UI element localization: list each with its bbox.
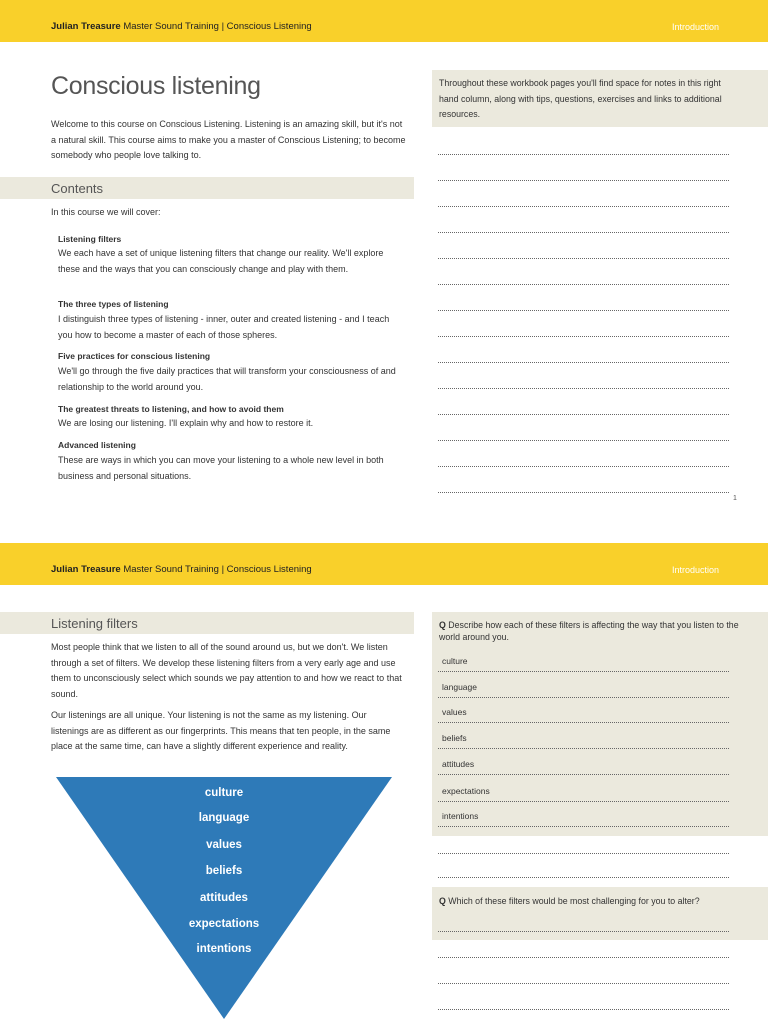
filter-label: language: [442, 682, 477, 692]
question-2: [439, 896, 759, 908]
header-brand: Julian Treasure: [51, 21, 121, 32]
note-line[interactable]: [438, 362, 729, 363]
filter-word: values: [206, 839, 242, 851]
note-line[interactable]: [438, 466, 729, 467]
answer-line[interactable]: [438, 774, 729, 775]
note-line[interactable]: [438, 336, 729, 337]
filter-label: attitudes: [442, 759, 475, 769]
header-section: Introduction: [672, 565, 720, 575]
filter-word: attitudes: [200, 892, 248, 904]
filter-label: beliefs: [442, 733, 467, 743]
note-line[interactable]: [438, 853, 729, 854]
question-1: [439, 620, 739, 643]
page-header: [0, 543, 768, 585]
note-line[interactable]: [438, 284, 729, 285]
answer-line[interactable]: [438, 826, 729, 827]
page-number: 1: [733, 495, 737, 502]
item-body: We each have a set of unique listening filters that change our reality. We'll explore these and the ways that you can consciously change and play with them.: [58, 248, 384, 274]
note-line[interactable]: [438, 154, 729, 155]
note-line[interactable]: [438, 957, 729, 958]
section-band: [0, 612, 414, 634]
question-1-text: Describe how each of these filters is affecting the way that you listen to the world around you.: [439, 620, 739, 642]
note-line[interactable]: [438, 258, 729, 259]
filter-word: language: [198, 812, 250, 824]
notes-text: Throughout these workbook pages you'll find space for notes in this right hand column, along with tips, questions, exercises and links to additional resources.: [439, 78, 722, 119]
note-line[interactable]: [438, 877, 729, 878]
filter-word: intentions: [196, 943, 252, 955]
header-subtitle: Master Sound Training | Conscious Listening: [123, 564, 312, 575]
contents-heading: Contents: [51, 181, 104, 196]
section-heading: Listening filters: [51, 616, 138, 631]
filter-label: values: [442, 707, 467, 717]
question-box-2: [432, 887, 768, 940]
item-body: We are losing our listening. I'll explain why and how to restore it.: [58, 418, 314, 428]
note-line[interactable]: [438, 388, 729, 389]
page-2: [0, 543, 768, 1024]
header-title: [51, 21, 312, 32]
filters-triangle-diagram: [56, 777, 392, 1019]
note-line[interactable]: [438, 414, 729, 415]
header-brand: Julian Treasure: [51, 564, 121, 575]
notes-box: [432, 70, 768, 127]
page-header: [0, 0, 768, 42]
note-line[interactable]: [438, 440, 729, 441]
q-label: Q: [439, 620, 446, 630]
item-title: The three types of listening: [58, 299, 169, 309]
note-line[interactable]: [438, 310, 729, 311]
contents-band: [0, 177, 414, 199]
contents-intro: In this course we will cover:: [51, 207, 161, 217]
intro-paragraph: Welcome to this course on Conscious Listening. Listening is an amazing skill, but it's not a natural skill. This course aims to make you a master of Conscious Listening; to become somebody who people love talking to.: [51, 119, 406, 160]
q-label: Q: [439, 896, 446, 906]
filters-paragraph-1: Most people think that we listen to all of the sound around us, but we don't. We listen through a set of filters. We develop these listening filters from a very early age and use them to unconsciously select which sounds we pay attention to and how we react to that sound.: [51, 642, 402, 699]
page-title: Conscious listening: [51, 72, 261, 100]
filter-label: expectations: [442, 786, 490, 796]
item-title: Advanced listening: [58, 440, 136, 450]
question-2-text: Which of these filters would be most challenging for you to alter?: [448, 896, 700, 906]
answer-line[interactable]: [438, 748, 729, 749]
answer-line[interactable]: [438, 697, 729, 698]
header-title: [51, 564, 312, 575]
filter-label: culture: [442, 656, 468, 666]
question-box-1: [432, 612, 768, 836]
note-line[interactable]: [438, 1009, 729, 1010]
note-line[interactable]: [438, 206, 729, 207]
answer-line[interactable]: [438, 671, 729, 672]
filter-word: beliefs: [205, 865, 243, 877]
item-title: Five practices for conscious listening: [58, 351, 211, 361]
note-line[interactable]: [438, 180, 729, 181]
filter-word: expectations: [188, 918, 260, 930]
filter-label: intentions: [442, 811, 479, 821]
filters-paragraph-2: Our listenings are all unique. Your listening is not the same as my listening. Our listenings are as different as our fingerprints. This means that ten people, in the same place at the same time, can have a slightly different experience and reality.: [51, 710, 391, 751]
header-section: Introduction: [672, 22, 720, 32]
note-line[interactable]: [438, 232, 729, 233]
filter-word: culture: [204, 787, 244, 799]
item-body: I distinguish three types of listening - inner, outer and created listening - and I teach you how to become a master of each of those spheres.: [58, 314, 390, 340]
item-body: These are ways in which you can move your listening to a whole new level in both business and personal situations.: [58, 455, 384, 481]
item-title: Listening filters: [58, 234, 122, 244]
note-line[interactable]: [438, 492, 729, 493]
answer-line[interactable]: [438, 722, 729, 723]
answer-line[interactable]: [438, 931, 729, 932]
item-title: The greatest threats to listening, and how to avoid them: [58, 404, 284, 414]
header-subtitle: Master Sound Training | Conscious Listening: [123, 21, 312, 32]
note-line[interactable]: [438, 983, 729, 984]
answer-line[interactable]: [438, 801, 729, 802]
item-body: We'll go through the five daily practices that will transform your consciousness of and relationship to the world around you.: [58, 366, 396, 392]
